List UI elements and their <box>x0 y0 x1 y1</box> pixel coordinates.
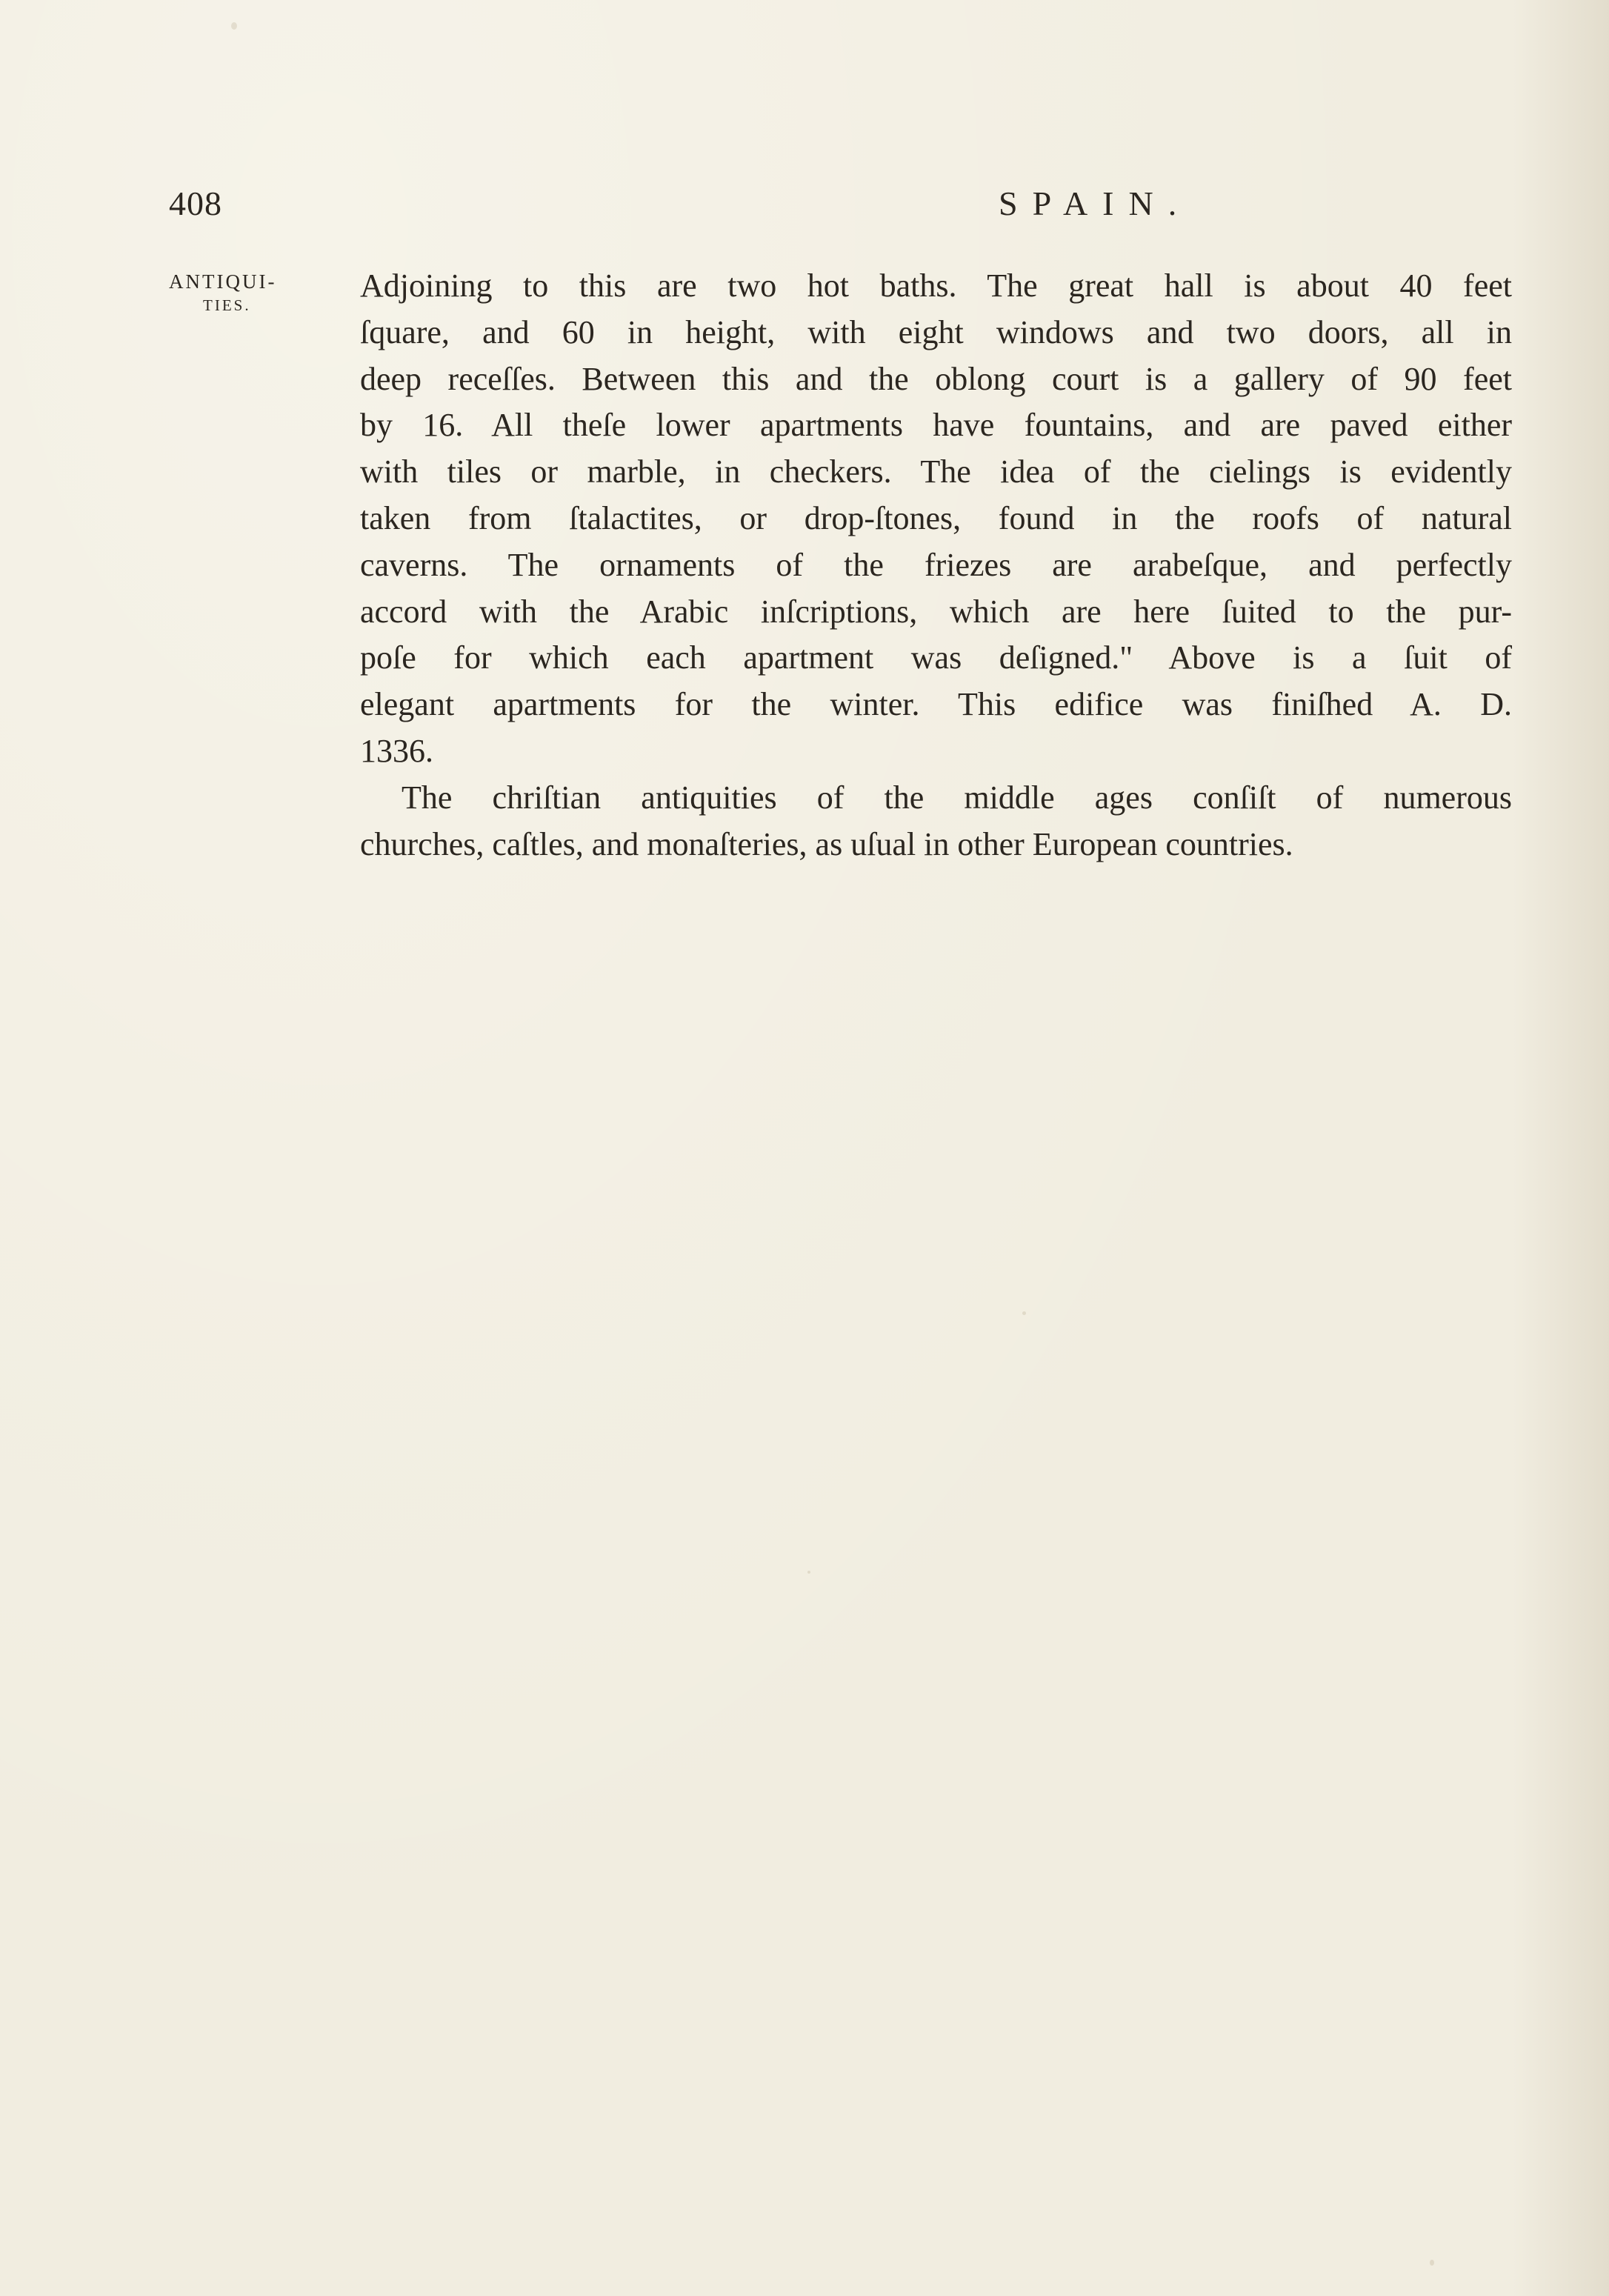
page-number: 408 <box>169 184 222 222</box>
paper-speck <box>1022 1311 1026 1315</box>
page-header <box>169 184 1517 236</box>
margin-note-line-1: ANTIQUI- <box>169 270 277 293</box>
text-line: Adjoining to this are two hot baths. The great hall is about 40 feet <box>360 267 1512 304</box>
text-line: deep receſſes. Between this and the oblong court is a gallery of 90 feet <box>360 360 1512 397</box>
running-head: SPAIN. <box>999 184 1192 222</box>
margin-note-line-2: TIES. <box>203 296 251 314</box>
text-line: accord with the Arabic inſcriptions, which are here ſuited to the pur- <box>360 593 1512 630</box>
text-line: elegant apartments for the winter. This edifice was finiſhed A. D. <box>360 686 1512 723</box>
paper-speck <box>1430 2260 1434 2266</box>
margin-note <box>169 270 317 317</box>
text-line: ſquare, and 60 in height, with eight windows and two doors, all in <box>360 313 1512 350</box>
text-line: poſe for which each apartment was deſigned." Above is a ſuit of <box>360 639 1512 676</box>
text-line: 1336. <box>360 732 433 769</box>
body-text <box>360 263 1512 868</box>
text-line: by 16. All theſe lower apartments have fountains, and are paved either <box>360 407 1512 444</box>
text-line: taken from ſtalactites, or drop-ſtones, found in the roofs of natural <box>360 499 1512 536</box>
text-line: The chriſtian antiquities of the middle ages conſiſt of numerous <box>402 779 1512 816</box>
paper-speck <box>807 1571 810 1574</box>
text-line: caverns. The ornaments of the friezes are arabeſque, and perfectly <box>360 546 1512 583</box>
paper-speck <box>231 22 237 30</box>
text-line: with tiles or marble, in checkers. The idea of the cielings is evidently <box>360 453 1512 490</box>
text-line: churches, caſtles, and monaſteries, as uſual in other European countries. <box>360 825 1293 862</box>
